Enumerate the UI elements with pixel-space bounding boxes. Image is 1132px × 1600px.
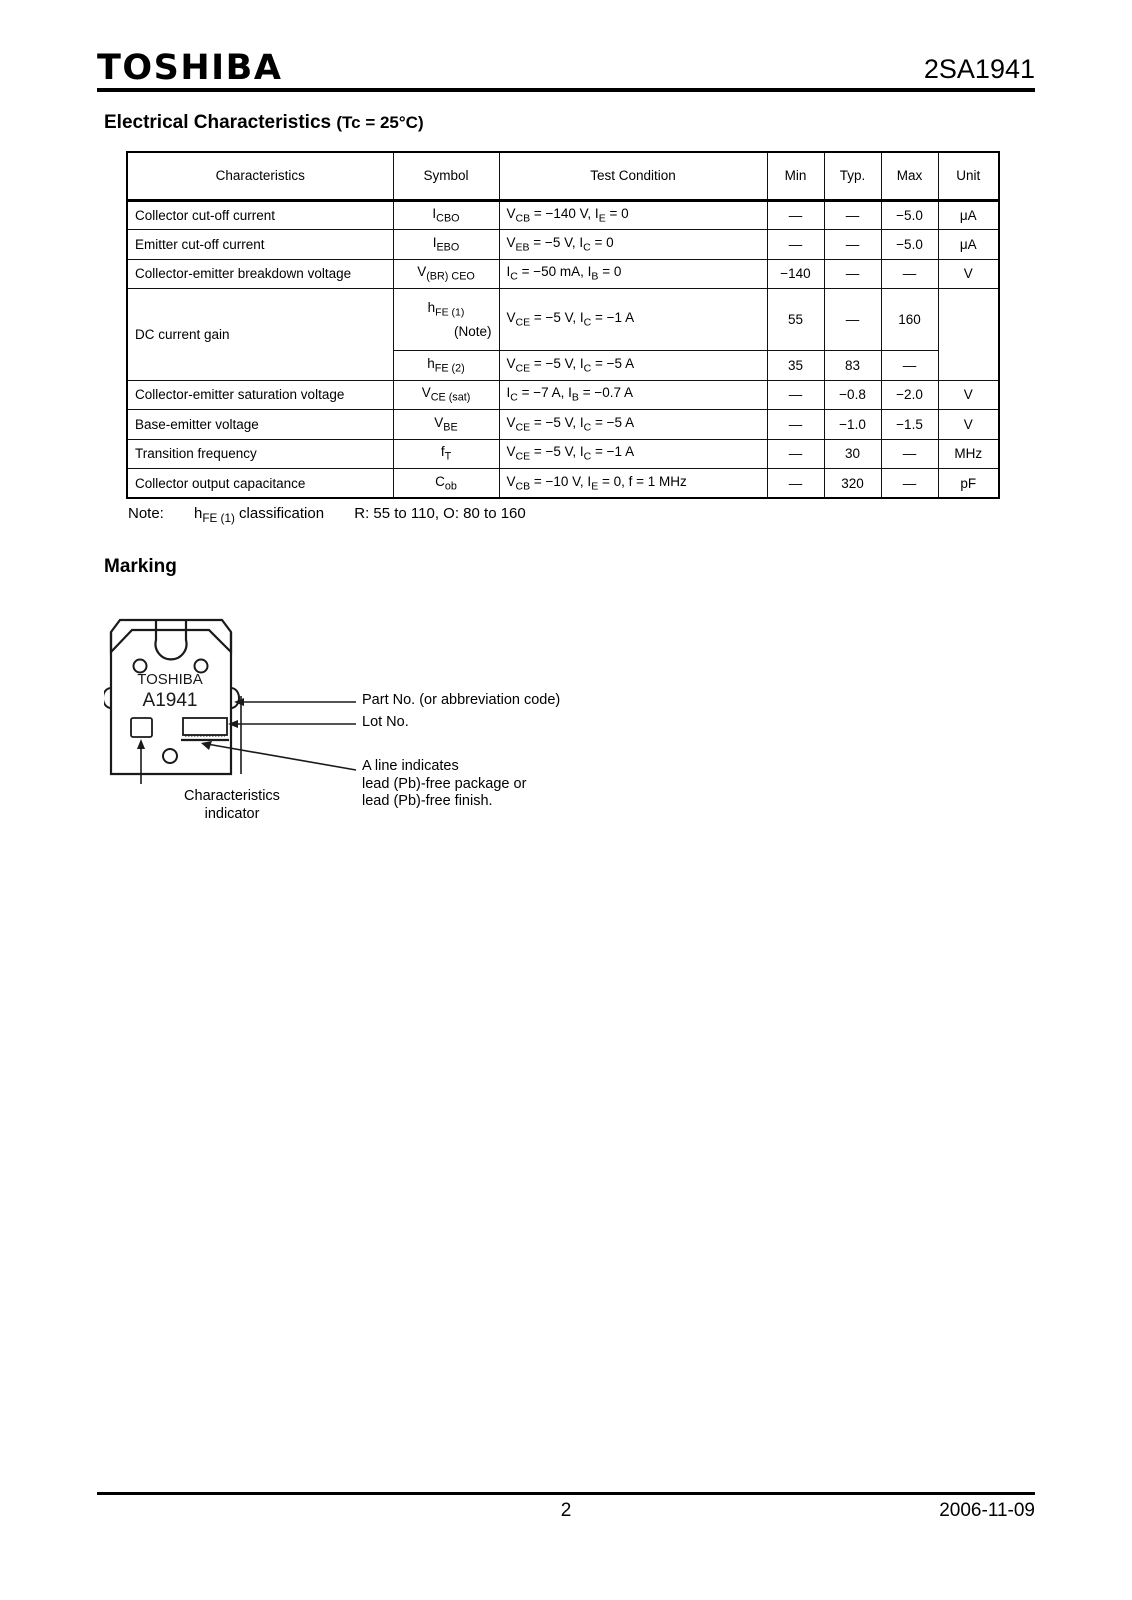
- cell-unit: [938, 289, 999, 381]
- header-rule: [97, 88, 1035, 92]
- electrical-characteristics-label: Electrical Characteristics: [104, 112, 332, 133]
- characteristics-indicator-box: [131, 718, 152, 737]
- side-notch-right: [231, 688, 239, 708]
- cell-test-condition: $V_{CE} = -5$ V, $I_C = -1$ A: [499, 289, 767, 351]
- cell-symbol: $V_{(BR) CEO}$: [393, 259, 499, 289]
- cell-min: —: [767, 380, 824, 410]
- cell-characteristics: Collector cut-off current: [127, 200, 393, 230]
- col-header-test-condition: Test Condition: [499, 152, 767, 200]
- cell-min: —: [767, 410, 824, 440]
- col-header-unit: Unit: [938, 152, 999, 200]
- cell-unit: pF: [938, 469, 999, 499]
- cell-test-condition: $I_C = -50$ mA, $I_B = 0$: [499, 259, 767, 289]
- callout-lot-no: Lot No.: [362, 714, 409, 730]
- cell-symbol: $C_{ob}$: [393, 469, 499, 499]
- arrow-pbfree: [201, 741, 212, 750]
- table-row: [127, 410, 999, 440]
- cell-test-condition: $V_{CE} = -5$ V, $I_C = -5$ A: [499, 351, 767, 381]
- cell-min: —: [767, 439, 824, 469]
- cell-symbol: $V_{BE}$: [393, 410, 499, 440]
- package-brand-text: TOSHIBA: [137, 671, 203, 688]
- cell-min: —: [767, 230, 824, 260]
- electrical-characteristics-heading: [104, 112, 424, 134]
- cell-max: —: [881, 439, 938, 469]
- table-row: [127, 230, 999, 260]
- cell-unit: μA: [938, 230, 999, 260]
- cell-characteristics: Collector-emitter saturation voltage: [127, 380, 393, 410]
- cell-characteristics: Collector output capacitance: [127, 469, 393, 499]
- table-row: [127, 259, 999, 289]
- cell-max: —: [881, 351, 938, 381]
- table-body: [127, 200, 999, 498]
- cell-typ: 320: [824, 469, 881, 499]
- table-row: [127, 439, 999, 469]
- arrow-char-indicator: [137, 739, 145, 749]
- table-header: [127, 152, 999, 200]
- cell-test-condition: $V_{CE} = -5$ V, $I_C = -5$ A: [499, 410, 767, 440]
- cell-typ: —: [824, 230, 881, 260]
- col-header-typ: Typ.: [824, 152, 881, 200]
- col-header-min: Min: [767, 152, 824, 200]
- cell-symbol: $I_{CBO}$: [393, 200, 499, 230]
- callout-pbfree-line2: lead (Pb)-free package or: [362, 775, 527, 792]
- note-label: Note:: [128, 505, 164, 522]
- footer-rule: [97, 1492, 1035, 1495]
- cell-typ: —: [824, 289, 881, 351]
- cell-test-condition: $V_{CB} = -140$ V, $I_E = 0$: [499, 200, 767, 230]
- part-number: 2SA1941: [923, 54, 1035, 84]
- cell-characteristics: Collector-emitter breakdown voltage: [127, 259, 393, 289]
- cell-typ: 83: [824, 351, 881, 381]
- toshiba-logo: TOSHIBA: [97, 48, 283, 88]
- callout-pbfree: [362, 758, 526, 811]
- callout-char-line1: Characteristics: [184, 788, 280, 804]
- leader-pbfree: [207, 744, 356, 770]
- cell-symbol: $f_T$: [393, 439, 499, 469]
- cell-typ: —: [824, 259, 881, 289]
- note-symbol: $h_{FE (1)}$: [194, 505, 235, 525]
- cell-max: —: [881, 259, 938, 289]
- package-code-text: A1941: [142, 690, 198, 711]
- cell-typ: −1.0: [824, 410, 881, 440]
- cell-typ: —: [824, 200, 881, 230]
- cell-min: 35: [767, 351, 824, 381]
- col-header-characteristics: Characteristics: [127, 152, 393, 200]
- table-row: [127, 469, 999, 499]
- lot-no-box: [183, 718, 227, 735]
- table-row: [127, 380, 999, 410]
- col-header-symbol: Symbol: [393, 152, 499, 200]
- note-text: classification: [239, 505, 325, 522]
- cell-max: −5.0: [881, 200, 938, 230]
- cell-max: −2.0: [881, 380, 938, 410]
- cell-characteristics: Emitter cut-off current: [127, 230, 393, 260]
- cell-test-condition: $V_{CE} = -5$ V, $I_C = -1$ A: [499, 439, 767, 469]
- callout-char-line2: indicator: [204, 805, 260, 822]
- cell-symbol: $V_{CE (sat)}$: [393, 380, 499, 410]
- mounting-hole: [156, 620, 187, 659]
- cell-max: −1.5: [881, 410, 938, 440]
- cell-test-condition: $I_C = -7$ A, $I_B = -0.7$ A: [499, 380, 767, 410]
- marking-heading: Marking: [104, 556, 177, 577]
- cell-min: −140: [767, 259, 824, 289]
- table-row: [127, 289, 999, 351]
- package-shoulder-outline: [111, 630, 231, 652]
- marking-diagram: [104, 596, 724, 846]
- cell-min: —: [767, 469, 824, 499]
- col-header-max: Max: [881, 152, 938, 200]
- electrical-characteristics-condition: (Tc = 25°C): [336, 113, 424, 132]
- cell-min: —: [767, 200, 824, 230]
- cell-max: 160: [881, 289, 938, 351]
- cell-unit: V: [938, 380, 999, 410]
- table-row: [127, 200, 999, 230]
- cell-unit: μA: [938, 200, 999, 230]
- callout-part-no: Part No. (or abbreviation code): [362, 692, 561, 708]
- cell-typ: 30: [824, 439, 881, 469]
- cell-characteristics: DC current gain: [127, 289, 393, 381]
- callout-characteristics-indicator: [172, 788, 292, 823]
- cell-symbol: $I_{EBO}$: [393, 230, 499, 260]
- callout-pbfree-line1: A line indicates: [362, 758, 459, 774]
- table-header-row: [127, 152, 999, 200]
- electrical-characteristics-table: [126, 151, 1000, 499]
- cell-characteristics: Transition frequency: [127, 439, 393, 469]
- arrow-lot-no: [228, 720, 238, 728]
- cell-unit: V: [938, 259, 999, 289]
- cell-unit: MHz: [938, 439, 999, 469]
- cell-symbol: $h_{FE (2)}$: [393, 351, 499, 381]
- callout-pbfree-line3: lead (Pb)-free finish.: [362, 793, 493, 809]
- revision-date: 2006-11-09: [939, 1500, 1035, 1521]
- page-number: 2: [560, 1500, 572, 1521]
- table-note: [128, 505, 526, 525]
- cell-symbol: $h_{FE (1)}$ (Note): [393, 289, 499, 351]
- cell-max: —: [881, 469, 938, 499]
- note-classes: R: 55 to 110, O: 80 to 160: [354, 505, 526, 522]
- cell-test-condition: $V_{EB} = -5$ V, $I_C = 0$: [499, 230, 767, 260]
- dimple-hole-bottom: [163, 749, 177, 763]
- cell-min: 55: [767, 289, 824, 351]
- cell-max: −5.0: [881, 230, 938, 260]
- cell-characteristics: Base-emitter voltage: [127, 410, 393, 440]
- cell-typ: −0.8: [824, 380, 881, 410]
- cell-test-condition: $V_{CB} = -10$ V, $I_E = 0$, f = 1 MHz: [499, 469, 767, 499]
- cell-unit: V: [938, 410, 999, 440]
